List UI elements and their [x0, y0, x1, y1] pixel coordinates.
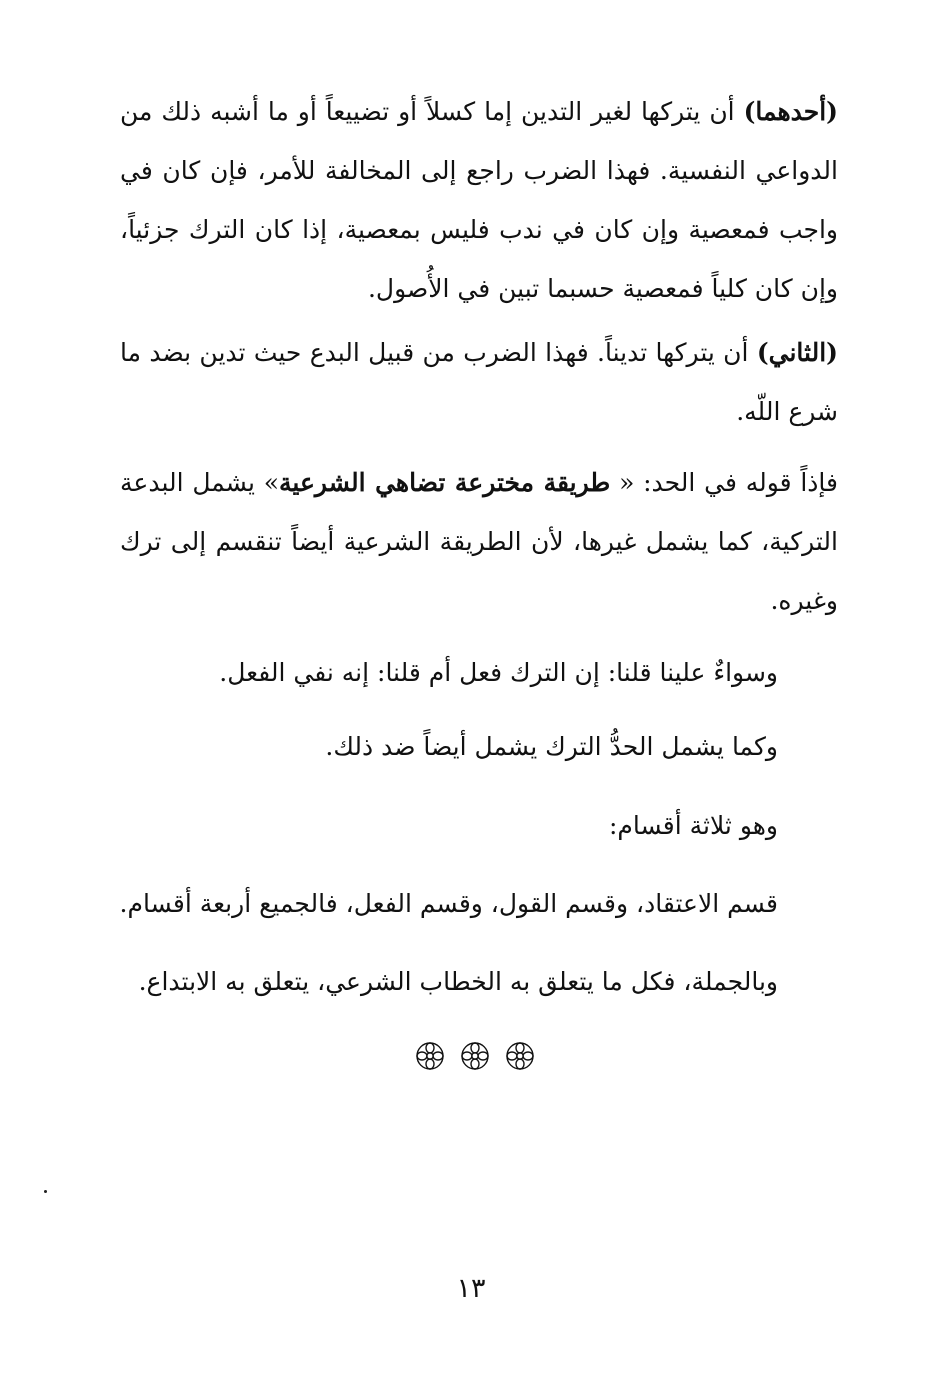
text-line: وبالجملة، فكل ما يتعلق به الخطاب الشرعي، يتعلق به الابتداع.	[138, 967, 778, 996]
text-line: وهو ثلاثة أقسام:	[608, 811, 778, 840]
text-line: قسم الاعتقاد، وقسم القول، وقسم الفعل، فالجميع أربعة أقسام.	[119, 889, 778, 918]
quoted-definition: طريقة مخترعة تضاهي الشرعية	[279, 468, 611, 497]
flower-ornament-icon	[460, 1041, 490, 1071]
page-number: ١٣	[456, 1273, 486, 1304]
paragraph-text-before: فإذاً قوله في الحد: «	[610, 468, 838, 497]
paragraph-text: أن يتركها تديناً. فهذا الضرب من قبيل البدع حيث تدين بضد ما شرع اللّه.	[120, 338, 838, 426]
paragraph-second-type	[120, 323, 838, 441]
paragraph-first-type	[120, 82, 838, 318]
paragraph-text: أن يتركها لغير التدين إما كسلاً أو تضييعاً أو ما أشبه ذلك من الدواعي النفسية. فهذا الضرب راجع إلى المخالفة للأمر، فإن كان في واجب فمعصية وإن كان في ندب فليس بمعصية، إذا كان الترك جزئياً، وإن كان كلياً فمعصية حسبما تبين في الأُصول.	[120, 97, 838, 303]
flower-ornament-icon	[415, 1041, 445, 1071]
paragraph-label: (أحدهما)	[743, 97, 838, 126]
text-line: وكما يشمل الحدُّ الترك يشمل أيضاً ضد ذلك.	[325, 732, 778, 761]
section-divider	[415, 1038, 535, 1074]
paragraph-definition	[120, 453, 838, 630]
flower-ornament-icon	[505, 1041, 535, 1071]
paragraph-text-after: » يشمل البدعة التركية، كما يشمل غيرها، لأن الطريقة الشرعية أيضاً تنقسم إلى ترك وغيره.	[120, 468, 838, 615]
text-line: وسواءٌ علينا قلنا: إن الترك فعل أم قلنا: إنه نفي الفعل.	[219, 658, 778, 687]
scan-speck	[44, 1190, 47, 1193]
paragraph-label: (الثاني)	[756, 338, 838, 367]
